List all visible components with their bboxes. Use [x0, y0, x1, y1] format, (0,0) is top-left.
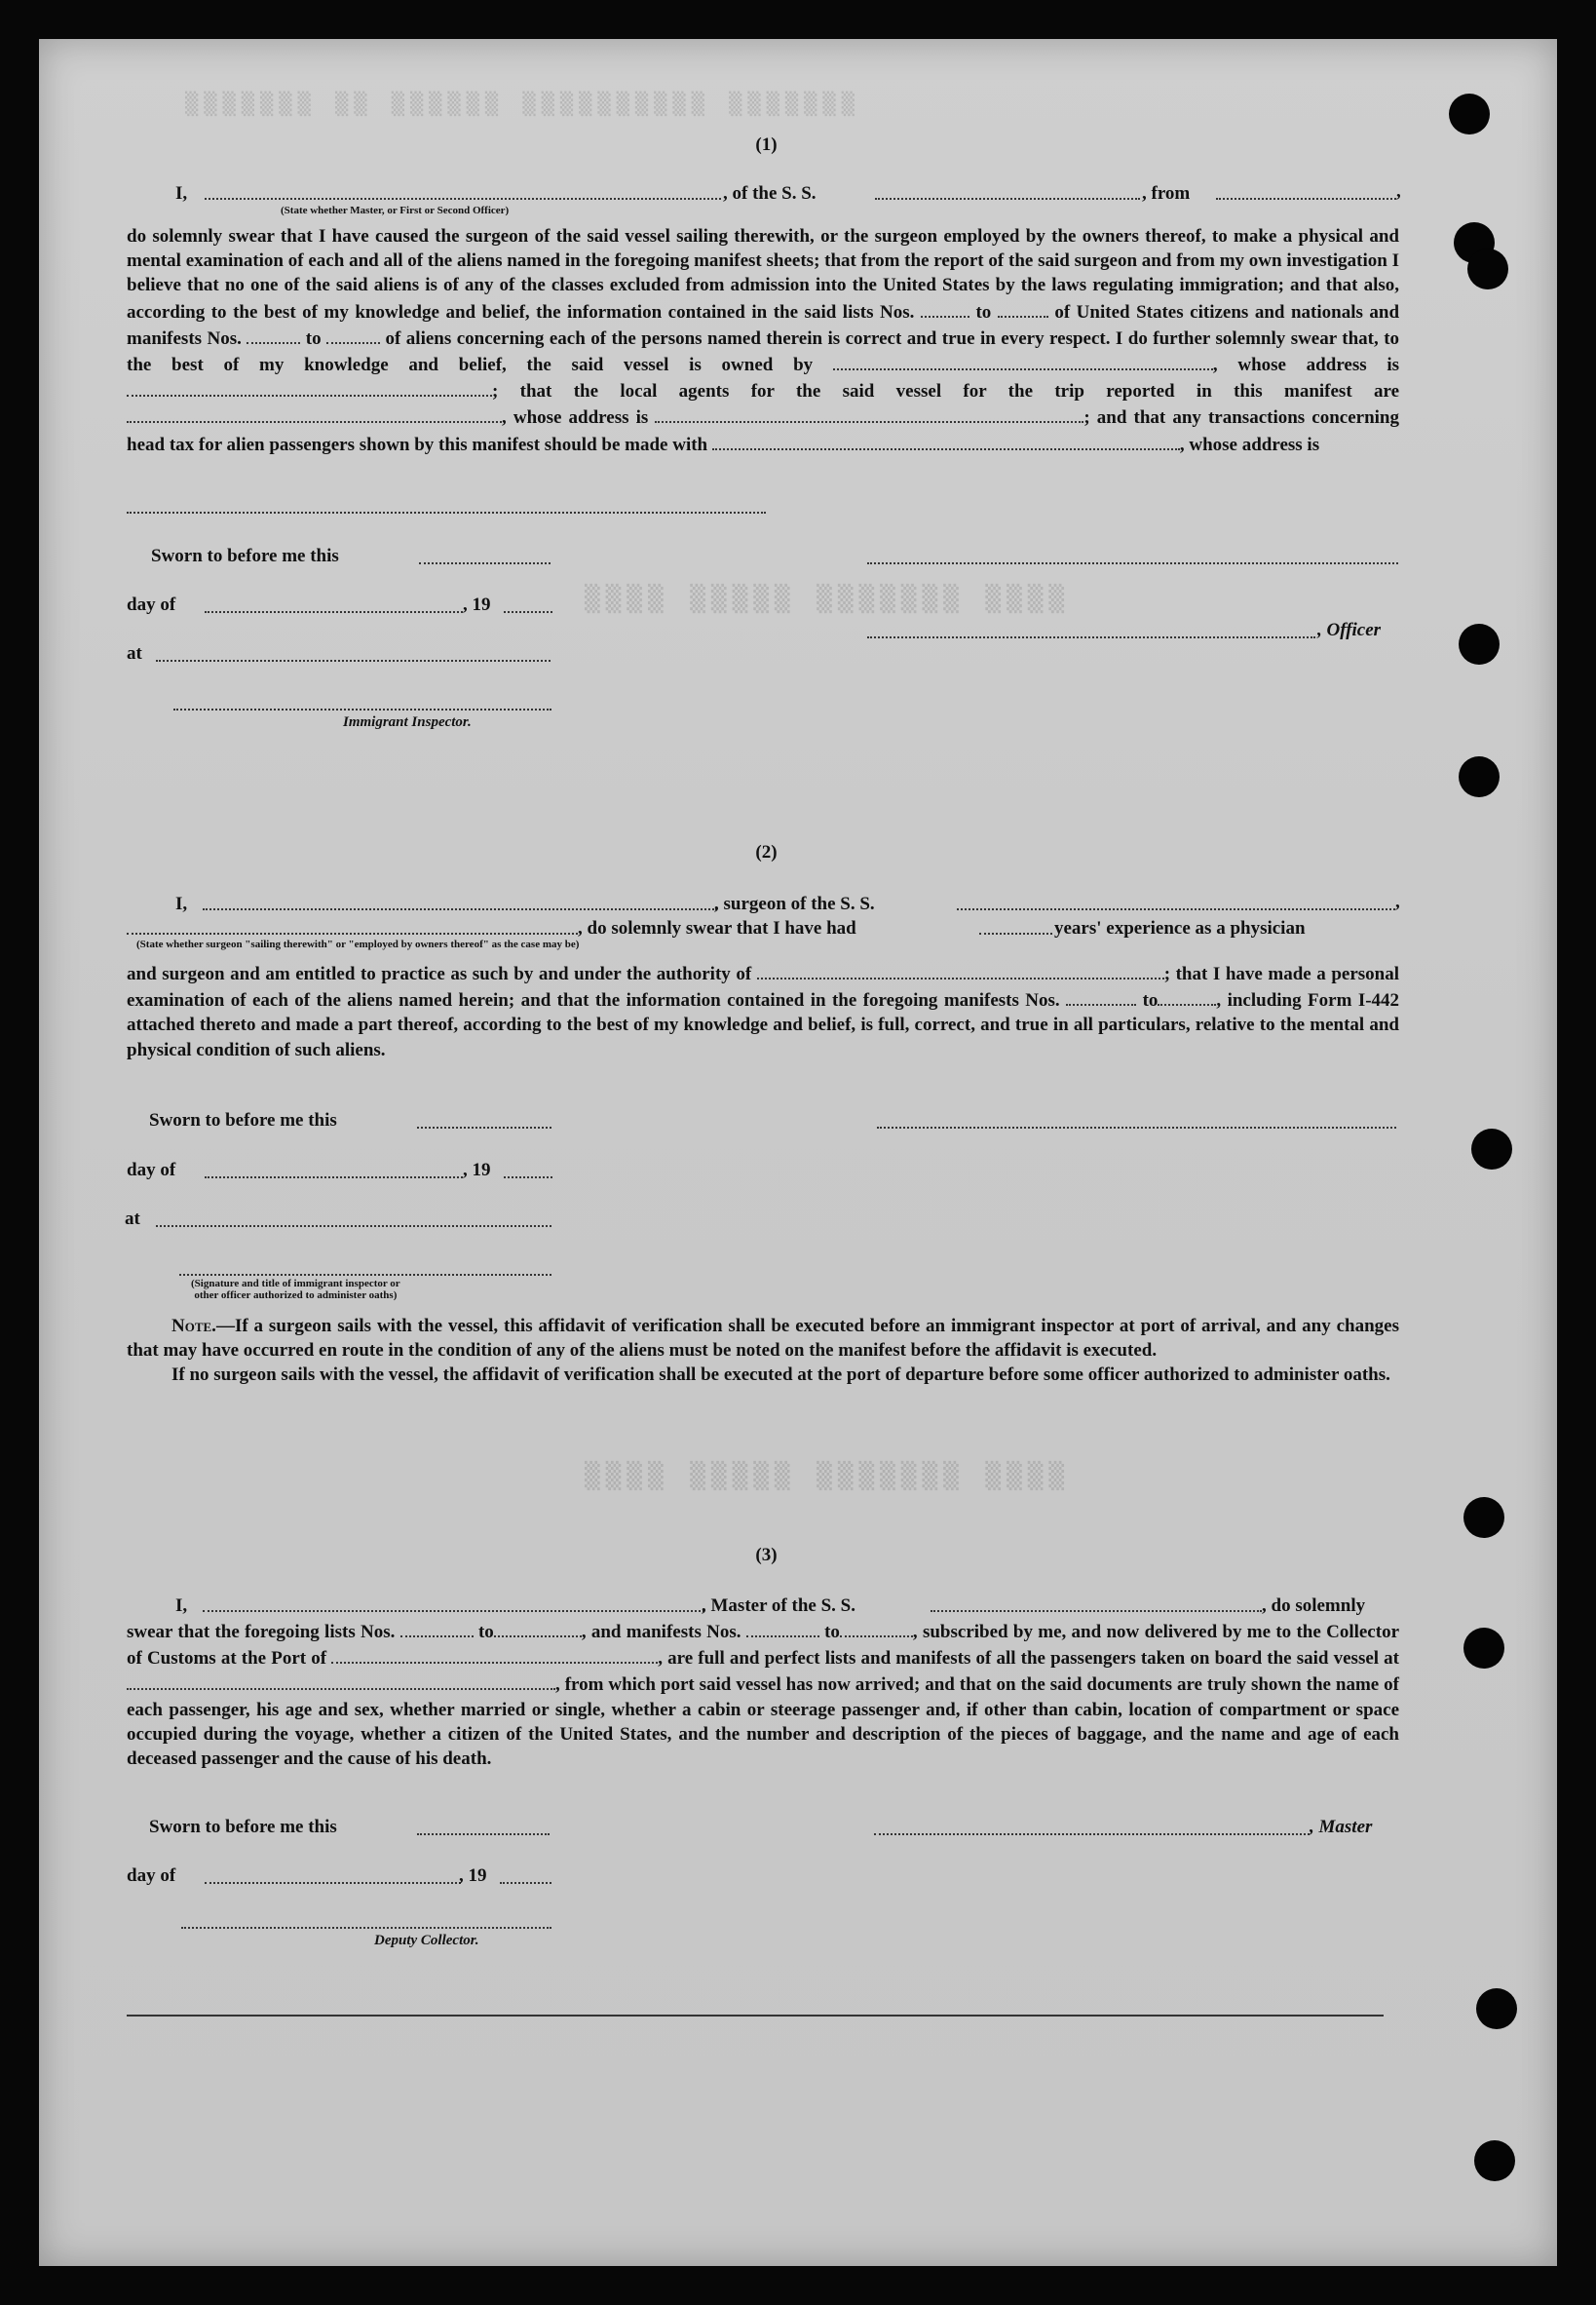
- punch-hole-5: [1459, 756, 1500, 797]
- s3-body-c: , subscribed by me, and now delivered by me to the Collector of Customs at the Port of: [127, 1622, 1400, 1670]
- s1-officer-label: , Officer: [1317, 620, 1382, 640]
- s3-sworn: Sworn to before me this: [149, 1817, 337, 1837]
- s1-body-whose2: whose address is: [513, 407, 649, 429]
- s1-body-e: ; and that any transactions concerning head tax for alien passengers shown by this manifest should be made with: [127, 407, 1400, 455]
- s3-body-b: , and manifests Nos.: [581, 1622, 741, 1642]
- s3-body-to1: to: [477, 1622, 494, 1642]
- s2-year: , 19: [463, 1160, 491, 1180]
- s3-body-e: , from which port said vessel has now arrived; and that on the said documents are truly shown the name of each passenger, his age and sex, whether married or single, whether a cabin or steerage passenger and, if other than cabin, location of compartment or space occupied during the voyage, whether a citizen of the United States, and the number and description of the pieces of baggage, and the name and age of each deceased passenger and the cause of his death.: [127, 1674, 1399, 1770]
- s3-boarded-at-blank: [127, 1671, 555, 1690]
- s2-line2-b: years' experience as a physician: [1054, 918, 1306, 939]
- s1-headtax-address-blank: [127, 511, 766, 514]
- s2-signature-line: [877, 1126, 1396, 1129]
- s1-line-ofss: , of the S. S.: [723, 183, 817, 204]
- s3-ship-blank: [931, 1609, 1262, 1612]
- s3-line-I: I,: [175, 1595, 188, 1616]
- s1-manifest-to-blank: [326, 325, 380, 344]
- s1-owner-address-blank: [127, 377, 492, 397]
- s2-years-blank: [979, 932, 1052, 935]
- section-2-body: and surgeon and am entitled to practice as such by and under the authority of ; that I have made a personal examination of each of the aliens named herein; and that the information contained in the foregoing manifests Nos. to , including Form I-442 attached thereto and made a part thereof, according to the best of my knowledge and belief, is full, correct, and true in all particulars, relative to the mental and physical condition of such aliens.: [127, 960, 1399, 1062]
- s3-line-end: , do solemnly: [1262, 1595, 1366, 1616]
- s1-from-blank: [1216, 197, 1396, 200]
- section-3-number: (3): [755, 1545, 778, 1565]
- s3-body-d: , are full and perfect lists and manifests of all the passengers taken on board the said vessel at: [658, 1648, 1400, 1670]
- s3-port-blank: [331, 1644, 658, 1664]
- s3-body-to2: to: [824, 1622, 840, 1642]
- s2-body-to: to: [1142, 990, 1159, 1012]
- s3-name-blank: [203, 1609, 704, 1612]
- s1-year-blank: [504, 610, 552, 613]
- s3-day-blank: [205, 1881, 461, 1884]
- s1-headtax-blank: [712, 431, 1180, 450]
- s2-note-label: Note.: [171, 1316, 216, 1336]
- punch-hole-3: [1467, 249, 1508, 289]
- s1-line-from: , from: [1142, 183, 1191, 204]
- s3-year: , 19: [459, 1865, 487, 1886]
- s1-ship-blank: [875, 197, 1140, 200]
- s2-sig-caption-2: other officer authorized to administer oaths): [194, 1289, 398, 1301]
- s3-day-of: day of: [127, 1865, 176, 1886]
- s1-body-a: do solemnly swear that I have caused the surgeon of the said vessel sailing therewith, or the surgeon employed by the owners thereof, to make a physical and mental examination of each and all of the aliens named in the foregoing manifest sheets; that from the report of the said surgeon and from my own investigation I believe that no one of the said aliens is of any of the classes excluded from admission into the United States by the laws regulating immigration; and that also, according to the best of my knowledge and belief, the information contained in the said lists Nos.: [127, 226, 1399, 323]
- s2-day-of: day of: [127, 1160, 176, 1180]
- s2-note-1: —If a surgeon sails with the vessel, this affidavit of verification shall be executed before an immigrant inspector at port of arrival, and any changes that may have occurred en route in the condition of any of the aliens must be noted on the manifest before the affidavit is executed.: [127, 1316, 1399, 1362]
- s2-manifest-from-blank: [1066, 986, 1136, 1006]
- s1-at-blank: [156, 659, 551, 662]
- punch-hole-6: [1471, 1129, 1512, 1170]
- s1-master-blank: [205, 197, 721, 200]
- s1-owner-blank: [833, 351, 1213, 370]
- s3-collector-line: [181, 1926, 551, 1929]
- s2-line-I: I,: [175, 894, 188, 914]
- s2-year-blank: [504, 1175, 552, 1178]
- s1-day-blank: [205, 610, 463, 613]
- s2-note-2: If no surgeon sails with the vessel, the affidavit of verification shall be executed at the port of departure before some officer authorized to administer oaths.: [171, 1364, 1390, 1386]
- s1-officer-blank: [867, 635, 1315, 638]
- s2-sworn-blank: [417, 1126, 551, 1129]
- s3-collector-label: Deputy Collector.: [374, 1933, 479, 1948]
- s2-body-a: and surgeon and am entitled to practice as such by and under the authority of: [127, 964, 752, 984]
- section-3-body: [127, 1618, 1399, 1771]
- s1-caption: (State whether Master, or First or Second Officer): [281, 205, 510, 216]
- s1-line-I: I,: [175, 183, 188, 204]
- s3-line-master: , Master of the S. S.: [702, 1595, 855, 1616]
- punch-hole-8: [1463, 1628, 1504, 1669]
- s2-manifest-to-blank: [1158, 986, 1216, 1006]
- s3-manifest-from-blank: [746, 1618, 819, 1637]
- bleed-through-column: ▒▒▒▒ ▒▒▒▒▒ ▒▒▒▒▒▒▒ ▒▒▒▒: [585, 585, 1071, 614]
- s1-body-d: that the local agents for the said vessel for the trip reported in this manifest are: [519, 381, 1400, 403]
- s2-surgeon-type-blank: [127, 932, 578, 935]
- s3-body-a: swear that the foregoing lists Nos.: [127, 1622, 396, 1642]
- bottom-rule: [127, 2015, 1384, 2017]
- s1-sworn-blank: [419, 561, 551, 564]
- s2-day-blank: [205, 1175, 463, 1178]
- s1-lists-to-blank: [998, 298, 1048, 318]
- s2-line2-a: , do solemnly swear that I have had: [578, 918, 856, 939]
- s1-body-b: of United States citizens and nationals and manifests Nos.: [127, 301, 1400, 349]
- s2-authority-blank: [757, 960, 1164, 980]
- s1-agents-blank: [127, 403, 502, 423]
- punch-hole-4: [1459, 624, 1500, 665]
- bleed-through-column-2: ▒▒▒▒ ▒▒▒▒▒ ▒▒▒▒▒▒▒ ▒▒▒▒: [585, 1462, 1071, 1491]
- s2-sig-caption: [191, 1278, 400, 1301]
- s2-body-b: that I have made a personal examination of each of the aliens named herein; and that the information contained in the foregoing manifests Nos.: [127, 964, 1400, 1012]
- s2-sworn: Sworn to before me this: [149, 1110, 337, 1131]
- s1-sworn: Sworn to before me this: [151, 546, 339, 566]
- s2-at-blank: [156, 1224, 551, 1227]
- s1-agents-address-blank: [655, 403, 1083, 423]
- section-2-number: (2): [755, 842, 778, 863]
- s3-lists-to-blank: [494, 1618, 582, 1637]
- section-1-number: (1): [755, 134, 778, 155]
- s2-name-blank: [203, 907, 717, 910]
- s2-sig-caption-1: (Signature and title of immigrant inspector or: [191, 1278, 400, 1289]
- s1-inspector-line: [173, 708, 551, 711]
- s2-caption: (State whether surgeon "sailing therewith" or "employed by owners thereof" as the case may be): [136, 939, 580, 950]
- s1-year: , 19: [463, 595, 491, 615]
- s2-inspector-line: [179, 1273, 551, 1276]
- s1-lists-from-blank: [921, 298, 969, 318]
- s1-at: at: [127, 643, 142, 664]
- s1-body-whose1: , whose address is: [1212, 355, 1400, 376]
- s1-officer-signature-line: [867, 561, 1398, 564]
- s2-note: [127, 1314, 1399, 1388]
- bleed-through-header: ▒▒▒▒▒▒▒ ▒▒ ▒▒▒▒▒▒ ▒▒▒▒▒▒▒▒▒▒ ▒▒▒▒▒▒▒: [185, 93, 860, 117]
- s2-ship-blank: [957, 907, 1395, 910]
- s1-body-whose3: , whose address is: [1179, 434, 1320, 455]
- s1-day-of: day of: [127, 595, 176, 615]
- punch-hole-1: [1449, 94, 1490, 134]
- s3-manifest-to-blank: [840, 1618, 913, 1637]
- s1-body-to1: to: [975, 301, 992, 323]
- s1-manifest-from-blank: [247, 325, 300, 344]
- s3-year-blank: [500, 1881, 551, 1884]
- s3-master-label: , Master: [1310, 1817, 1373, 1837]
- s2-at: at: [125, 1209, 140, 1229]
- s2-body-c: , including Form I-442 attached thereto and made a part thereof, according to the best of my knowledge and belief, is full, correct, and true in all particulars, relative to the mental and physical condition of such aliens.: [127, 990, 1400, 1060]
- punch-hole-9: [1476, 1988, 1517, 2029]
- section-1-body: do solemnly swear that I have caused the surgeon of the said vessel sailing therewith, or the surgeon employed by the owners thereof, to make a physical and mental examination of each and all of the aliens named in the foregoing manifest sheets; that from the report of the said surgeon and from my own investigation I believe that no one of the said aliens is of any of the classes excluded from admission into the United States by the laws regulating immigration; and that also, according to the best of my knowledge and belief, the information contained in the said lists Nos. to of United States citizens and nationals and manifests Nos. to of aliens concerning each of the persons named therein is correct and true in every respect. I do further solemnly swear that, to the best of my knowledge and belief, the said vessel is owned by , whose address is ; that the local agents for the said vessel for the trip reported in this manifest are , whose address is ; and that any transactions concerning head tax for alien passengers shown by this manifest should be made with , whose address is: [127, 226, 1400, 455]
- punch-hole-7: [1463, 1497, 1504, 1538]
- s1-body-to2: to: [305, 327, 322, 349]
- s3-sworn-blank: [417, 1832, 550, 1835]
- punch-hole-10: [1474, 2140, 1515, 2181]
- s3-lists-from-blank: [400, 1618, 474, 1637]
- s1-body-c: of aliens concerning each of the persons named therein is correct and true in every respect. I do further solemnly swear that, to the best of my knowledge and belief, the said vessel is owned by: [127, 327, 1400, 376]
- s1-inspector-label: Immigrant Inspector.: [343, 714, 472, 730]
- s2-line-surgeon: , surgeon of the S. S.: [714, 894, 875, 914]
- s3-master-signature-line: [874, 1832, 1310, 1835]
